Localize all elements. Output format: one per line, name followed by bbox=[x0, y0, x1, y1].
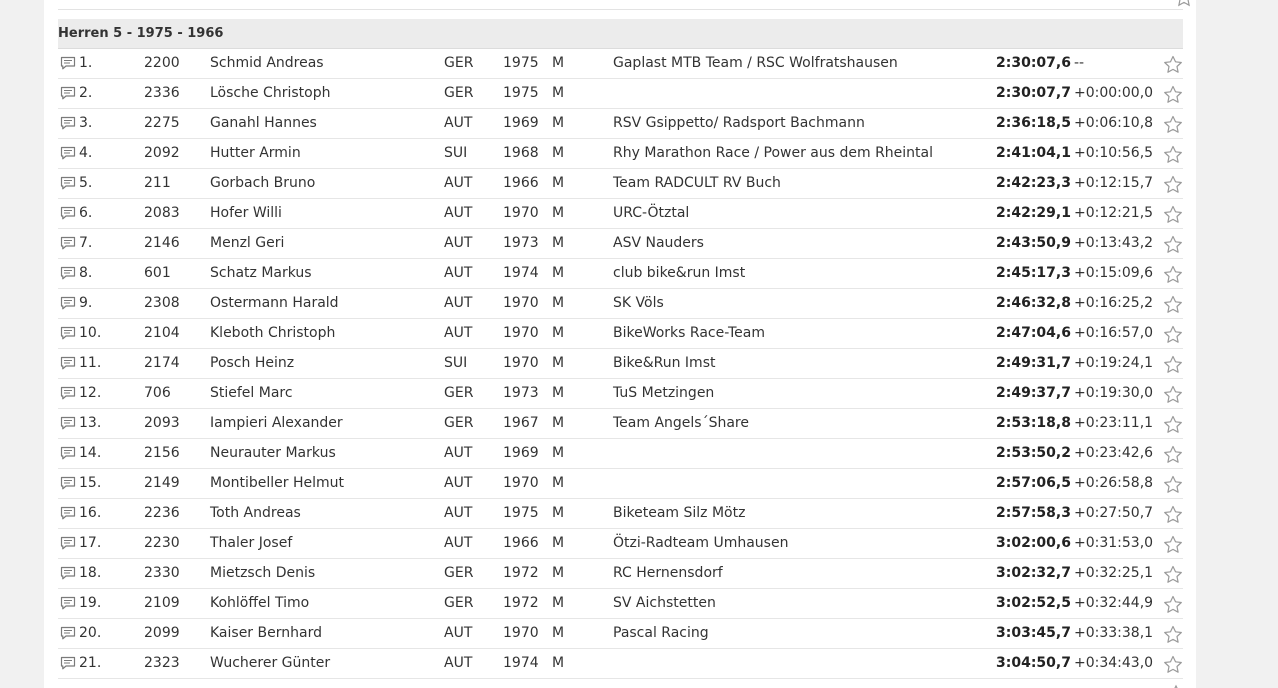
sex-cell: M bbox=[552, 535, 565, 551]
star-outline-icon[interactable] bbox=[1163, 85, 1183, 104]
rank-cell: 9. bbox=[79, 295, 93, 311]
comment-icon[interactable] bbox=[60, 56, 76, 70]
previous-row-fragment bbox=[58, 0, 1183, 10]
nation-cell: AUT bbox=[444, 325, 473, 341]
nation-cell: GER bbox=[444, 55, 474, 71]
birth-year-cell: 1970 bbox=[503, 355, 539, 371]
athlete-name-cell: Wucherer Günter bbox=[210, 655, 331, 671]
athlete-name-cell: Ostermann Harald bbox=[210, 295, 339, 311]
star-outline-icon[interactable] bbox=[1163, 565, 1183, 584]
athlete-name-cell: Stiefel Marc bbox=[210, 385, 293, 401]
nation-cell: AUT bbox=[444, 445, 473, 461]
sex-cell: M bbox=[552, 355, 565, 371]
table-row bbox=[58, 559, 1183, 589]
nation-cell: AUT bbox=[444, 475, 473, 491]
athlete-name-cell: Kohlöffel Timo bbox=[210, 595, 310, 611]
nation-cell: AUT bbox=[444, 655, 473, 671]
bib-number-cell: 2275 bbox=[144, 115, 180, 131]
club-cell: Ötzi-Radteam Umhausen bbox=[613, 535, 789, 551]
birth-year-cell: 1970 bbox=[503, 475, 539, 491]
star-outline-icon[interactable] bbox=[1163, 445, 1183, 464]
finish-time-cell: 2:49:31,7 bbox=[996, 355, 1071, 371]
table-row bbox=[58, 529, 1183, 559]
time-gap-cell: +0:27:50,7 bbox=[1074, 505, 1154, 521]
rank-cell: 20. bbox=[79, 625, 102, 641]
bib-number-cell: 2146 bbox=[144, 235, 180, 251]
birth-year-cell: 1967 bbox=[503, 415, 539, 431]
rank-cell: 14. bbox=[79, 445, 102, 461]
birth-year-cell: 1970 bbox=[503, 325, 539, 341]
bib-number-cell: 2336 bbox=[144, 85, 180, 101]
star-outline-icon[interactable] bbox=[1163, 325, 1183, 344]
athlete-name-cell: Kleboth Christoph bbox=[210, 325, 336, 341]
nation-cell: GER bbox=[444, 595, 474, 611]
time-gap-cell: +0:23:42,6 bbox=[1074, 445, 1154, 461]
bib-number-cell: 2092 bbox=[144, 145, 180, 161]
table-row bbox=[58, 49, 1183, 79]
sex-cell: M bbox=[552, 475, 565, 491]
bib-number-cell: 2323 bbox=[144, 655, 180, 671]
comment-icon[interactable] bbox=[60, 146, 76, 160]
bib-number-cell: 2083 bbox=[144, 205, 180, 221]
bib-number-cell: 2308 bbox=[144, 295, 180, 311]
birth-year-cell: 1969 bbox=[503, 445, 539, 461]
comment-icon[interactable] bbox=[60, 326, 76, 340]
table-row bbox=[58, 169, 1183, 199]
time-gap-cell: +0:06:10,8 bbox=[1074, 115, 1154, 131]
rank-cell: 11. bbox=[79, 355, 102, 371]
athlete-name-cell: Kaiser Bernhard bbox=[210, 625, 322, 641]
sex-cell: M bbox=[552, 175, 565, 191]
finish-time-cell: 2:30:07,7 bbox=[996, 85, 1071, 101]
star-outline-icon[interactable] bbox=[1163, 535, 1183, 554]
club-cell: URC-Ötztal bbox=[613, 205, 690, 221]
time-gap-cell: +0:13:43,2 bbox=[1074, 235, 1154, 251]
athlete-name-cell: Schmid Andreas bbox=[210, 55, 324, 71]
rank-cell: 4. bbox=[79, 145, 93, 161]
table-row bbox=[58, 229, 1183, 259]
sex-cell: M bbox=[552, 595, 565, 611]
nation-cell: GER bbox=[444, 85, 474, 101]
time-gap-cell: +0:32:25,1 bbox=[1074, 565, 1154, 581]
comment-icon[interactable] bbox=[60, 176, 76, 190]
club-cell: Team Angels´Share bbox=[613, 415, 749, 431]
sex-cell: M bbox=[552, 325, 565, 341]
sex-cell: M bbox=[552, 385, 565, 401]
birth-year-cell: 1975 bbox=[503, 85, 539, 101]
birth-year-cell: 1972 bbox=[503, 595, 539, 611]
birth-year-cell: 1972 bbox=[503, 565, 539, 581]
rank-cell: 17. bbox=[79, 535, 102, 551]
club-cell: Rhy Marathon Race / Power aus dem Rheintal bbox=[613, 145, 934, 161]
comment-icon[interactable] bbox=[60, 626, 76, 640]
club-cell: Pascal Racing bbox=[613, 625, 709, 641]
time-gap-cell: +0:26:58,8 bbox=[1074, 475, 1154, 491]
time-gap-cell: +0:15:09,6 bbox=[1074, 265, 1154, 281]
nation-cell: AUT bbox=[444, 265, 473, 281]
club-cell: Gaplast MTB Team / RSC Wolfratshausen bbox=[613, 55, 898, 71]
star-outline-icon[interactable] bbox=[1163, 175, 1183, 194]
bib-number-cell: 2149 bbox=[144, 475, 180, 491]
star-outline-icon[interactable] bbox=[1163, 625, 1183, 644]
comment-icon[interactable] bbox=[60, 386, 76, 400]
finish-time-cell: 3:04:50,7 bbox=[996, 655, 1071, 671]
finish-time-cell: 2:57:06,5 bbox=[996, 475, 1071, 491]
bib-number-cell: 211 bbox=[144, 175, 171, 191]
club-cell: TuS Metzingen bbox=[613, 385, 715, 401]
star-outline-icon[interactable] bbox=[1163, 655, 1183, 674]
time-gap-cell: +0:32:44,9 bbox=[1074, 595, 1154, 611]
athlete-name-cell: Neurauter Markus bbox=[210, 445, 336, 461]
athlete-name-cell: Hofer Willi bbox=[210, 205, 282, 221]
bib-number-cell: 2109 bbox=[144, 595, 180, 611]
finish-time-cell: 2:30:07,6 bbox=[996, 55, 1071, 71]
athlete-name-cell: Ganahl Hannes bbox=[210, 115, 317, 131]
comment-icon[interactable] bbox=[60, 236, 76, 250]
birth-year-cell: 1970 bbox=[503, 295, 539, 311]
table-row bbox=[58, 199, 1183, 229]
star-outline-icon[interactable] bbox=[1163, 235, 1183, 254]
bib-number-cell: 706 bbox=[144, 385, 171, 401]
time-gap-cell: +0:33:38,1 bbox=[1074, 625, 1154, 641]
sex-cell: M bbox=[552, 295, 565, 311]
finish-time-cell: 2:46:32,8 bbox=[996, 295, 1071, 311]
athlete-name-cell: Iampieri Alexander bbox=[210, 415, 343, 431]
table-row bbox=[58, 79, 1183, 109]
time-gap-cell: +0:10:56,5 bbox=[1074, 145, 1154, 161]
athlete-name-cell: Gorbach Bruno bbox=[210, 175, 316, 191]
comment-icon[interactable] bbox=[60, 296, 76, 310]
rank-cell: 15. bbox=[79, 475, 102, 491]
nation-cell: AUT bbox=[444, 115, 473, 131]
star-outline-icon[interactable] bbox=[1163, 115, 1183, 134]
finish-time-cell: 2:36:18,5 bbox=[996, 115, 1071, 131]
finish-time-cell: 2:47:04,6 bbox=[996, 325, 1071, 341]
club-cell: SK Völs bbox=[613, 295, 664, 311]
rank-cell: 8. bbox=[79, 265, 93, 281]
results-table bbox=[58, 49, 1183, 679]
club-cell: ASV Nauders bbox=[613, 235, 704, 251]
time-gap-cell: +0:12:15,7 bbox=[1074, 175, 1154, 191]
star-outline-icon[interactable] bbox=[1163, 205, 1183, 224]
table-row bbox=[58, 349, 1183, 379]
table-row bbox=[58, 109, 1183, 139]
category-group-title: Herren 5 - 1975 - 1966 bbox=[58, 26, 224, 41]
athlete-name-cell: Lösche Christoph bbox=[210, 85, 331, 101]
rank-cell: 21. bbox=[79, 655, 102, 671]
nation-cell: AUT bbox=[444, 295, 473, 311]
time-gap-cell: +0:34:43,0 bbox=[1074, 655, 1154, 671]
star-outline-icon[interactable] bbox=[1163, 475, 1183, 494]
sex-cell: M bbox=[552, 235, 565, 251]
sex-cell: M bbox=[552, 145, 565, 161]
results-panel bbox=[44, 0, 1196, 688]
athlete-name-cell: Toth Andreas bbox=[210, 505, 301, 521]
comment-icon[interactable] bbox=[60, 416, 76, 430]
time-gap-cell: +0:31:53,0 bbox=[1074, 535, 1154, 551]
comment-icon[interactable] bbox=[60, 566, 76, 580]
table-row bbox=[58, 259, 1183, 289]
club-cell: BikeWorks Race-Team bbox=[613, 325, 765, 341]
athlete-name-cell: Schatz Markus bbox=[210, 265, 312, 281]
comment-icon[interactable] bbox=[60, 206, 76, 220]
sex-cell: M bbox=[552, 655, 565, 671]
table-row bbox=[58, 499, 1183, 529]
comment-icon[interactable] bbox=[60, 86, 76, 100]
birth-year-cell: 1974 bbox=[503, 265, 539, 281]
star-outline-icon[interactable] bbox=[1163, 595, 1183, 614]
star-outline-icon[interactable] bbox=[1163, 55, 1183, 74]
nation-cell: GER bbox=[444, 565, 474, 581]
athlete-name-cell: Menzl Geri bbox=[210, 235, 285, 251]
table-row bbox=[58, 379, 1183, 409]
nation-cell: SUI bbox=[444, 355, 468, 371]
sex-cell: M bbox=[552, 415, 565, 431]
athlete-name-cell: Montibeller Helmut bbox=[210, 475, 345, 491]
club-cell: Biketeam Silz Mötz bbox=[613, 505, 746, 521]
bib-number-cell: 2236 bbox=[144, 505, 180, 521]
bib-number-cell: 2156 bbox=[144, 445, 180, 461]
birth-year-cell: 1970 bbox=[503, 625, 539, 641]
bib-number-cell: 601 bbox=[144, 265, 171, 281]
athlete-name-cell: Posch Heinz bbox=[210, 355, 295, 371]
sex-cell: M bbox=[552, 445, 565, 461]
star-outline-icon[interactable] bbox=[1163, 355, 1183, 374]
birth-year-cell: 1973 bbox=[503, 235, 539, 251]
rank-cell: 3. bbox=[79, 115, 93, 131]
nation-cell: AUT bbox=[444, 205, 473, 221]
finish-time-cell: 2:45:17,3 bbox=[996, 265, 1071, 281]
table-row bbox=[58, 439, 1183, 469]
table-row bbox=[58, 589, 1183, 619]
nation-cell: GER bbox=[444, 385, 474, 401]
category-group-header bbox=[58, 19, 1183, 49]
bib-number-cell: 2200 bbox=[144, 55, 180, 71]
finish-time-cell: 2:53:50,2 bbox=[996, 445, 1071, 461]
birth-year-cell: 1975 bbox=[503, 505, 539, 521]
time-gap-cell: +0:19:30,0 bbox=[1074, 385, 1154, 401]
bib-number-cell: 2174 bbox=[144, 355, 180, 371]
bib-number-cell: 2330 bbox=[144, 565, 180, 581]
star-outline-icon[interactable] bbox=[1163, 505, 1183, 524]
birth-year-cell: 1966 bbox=[503, 535, 539, 551]
finish-time-cell: 2:49:37,7 bbox=[996, 385, 1071, 401]
rank-cell: 10. bbox=[79, 325, 102, 341]
sex-cell: M bbox=[552, 115, 565, 131]
rank-cell: 13. bbox=[79, 415, 102, 431]
rank-cell: 1. bbox=[79, 55, 93, 71]
star-outline-icon[interactable] bbox=[1163, 415, 1183, 434]
time-gap-cell: -- bbox=[1074, 55, 1085, 71]
rank-cell: 5. bbox=[79, 175, 93, 191]
table-row bbox=[58, 289, 1183, 319]
finish-time-cell: 3:02:32,7 bbox=[996, 565, 1071, 581]
rank-cell: 2. bbox=[79, 85, 93, 101]
birth-year-cell: 1970 bbox=[503, 205, 539, 221]
time-gap-cell: +0:19:24,1 bbox=[1074, 355, 1154, 371]
time-gap-cell: +0:00:00,0 bbox=[1074, 85, 1154, 101]
table-row bbox=[58, 319, 1183, 349]
rank-cell: 16. bbox=[79, 505, 102, 521]
time-gap-cell: +0:23:11,1 bbox=[1074, 415, 1154, 431]
athlete-name-cell: Hutter Armin bbox=[210, 145, 301, 161]
table-row bbox=[58, 649, 1183, 679]
finish-time-cell: 2:53:18,8 bbox=[996, 415, 1071, 431]
bib-number-cell: 2093 bbox=[144, 415, 180, 431]
star-outline-icon[interactable] bbox=[1174, 0, 1194, 11]
finish-time-cell: 3:02:00,6 bbox=[996, 535, 1071, 551]
sex-cell: M bbox=[552, 625, 565, 641]
finish-time-cell: 2:42:23,3 bbox=[996, 175, 1071, 191]
club-cell: Bike&Run Imst bbox=[613, 355, 716, 371]
nation-cell: AUT bbox=[444, 505, 473, 521]
rank-cell: 12. bbox=[79, 385, 102, 401]
club-cell: SV Aichstetten bbox=[613, 595, 716, 611]
nation-cell: AUT bbox=[444, 535, 473, 551]
rank-cell: 7. bbox=[79, 235, 93, 251]
nation-cell: SUI bbox=[444, 145, 468, 161]
bib-number-cell: 2104 bbox=[144, 325, 180, 341]
bib-number-cell: 2099 bbox=[144, 625, 180, 641]
table-row bbox=[58, 139, 1183, 169]
nation-cell: AUT bbox=[444, 175, 473, 191]
comment-icon[interactable] bbox=[60, 656, 76, 670]
star-outline-icon[interactable] bbox=[1163, 385, 1183, 404]
finish-time-cell: 2:57:58,3 bbox=[996, 505, 1071, 521]
birth-year-cell: 1966 bbox=[503, 175, 539, 191]
table-row bbox=[58, 469, 1183, 499]
sex-cell: M bbox=[552, 85, 565, 101]
table-row bbox=[58, 619, 1183, 649]
next-row-fragment bbox=[58, 679, 1183, 688]
nation-cell: AUT bbox=[444, 625, 473, 641]
comment-icon[interactable] bbox=[60, 116, 76, 130]
comment-icon[interactable] bbox=[60, 446, 76, 460]
finish-time-cell: 2:42:29,1 bbox=[996, 205, 1071, 221]
comment-icon[interactable] bbox=[60, 266, 76, 280]
birth-year-cell: 1973 bbox=[503, 385, 539, 401]
nation-cell: GER bbox=[444, 415, 474, 431]
club-cell: RC Hernensdorf bbox=[613, 565, 723, 581]
club-cell: RSV Gsippetto/ Radsport Bachmann bbox=[613, 115, 865, 131]
bib-number-cell: 2230 bbox=[144, 535, 180, 551]
birth-year-cell: 1975 bbox=[503, 55, 539, 71]
birth-year-cell: 1968 bbox=[503, 145, 539, 161]
rank-cell: 19. bbox=[79, 595, 102, 611]
comment-icon[interactable] bbox=[60, 476, 76, 490]
finish-time-cell: 3:03:45,7 bbox=[996, 625, 1071, 641]
athlete-name-cell: Mietzsch Denis bbox=[210, 565, 316, 581]
comment-icon[interactable] bbox=[60, 596, 76, 610]
birth-year-cell: 1974 bbox=[503, 655, 539, 671]
finish-time-cell: 2:43:50,9 bbox=[996, 235, 1071, 251]
comment-icon[interactable] bbox=[60, 536, 76, 550]
table-row bbox=[58, 409, 1183, 439]
sex-cell: M bbox=[552, 505, 565, 521]
rank-cell: 6. bbox=[79, 205, 93, 221]
time-gap-cell: +0:16:57,0 bbox=[1074, 325, 1154, 341]
finish-time-cell: 3:02:52,5 bbox=[996, 595, 1071, 611]
time-gap-cell: +0:16:25,2 bbox=[1074, 295, 1154, 311]
sex-cell: M bbox=[552, 55, 565, 71]
sex-cell: M bbox=[552, 565, 565, 581]
birth-year-cell: 1969 bbox=[503, 115, 539, 131]
star-outline-icon[interactable] bbox=[1163, 265, 1183, 284]
sex-cell: M bbox=[552, 205, 565, 221]
star-outline-icon[interactable] bbox=[1163, 295, 1183, 314]
club-cell: Team RADCULT RV Buch bbox=[613, 175, 781, 191]
finish-time-cell: 2:41:04,1 bbox=[996, 145, 1071, 161]
athlete-name-cell: Thaler Josef bbox=[210, 535, 293, 551]
star-outline-icon[interactable] bbox=[1163, 145, 1183, 164]
time-gap-cell: +0:12:21,5 bbox=[1074, 205, 1154, 221]
sex-cell: M bbox=[552, 265, 565, 281]
nation-cell: AUT bbox=[444, 235, 473, 251]
comment-icon[interactable] bbox=[60, 356, 76, 370]
comment-icon[interactable] bbox=[60, 506, 76, 520]
club-cell: club bike&run Imst bbox=[613, 265, 746, 281]
rank-cell: 18. bbox=[79, 565, 102, 581]
